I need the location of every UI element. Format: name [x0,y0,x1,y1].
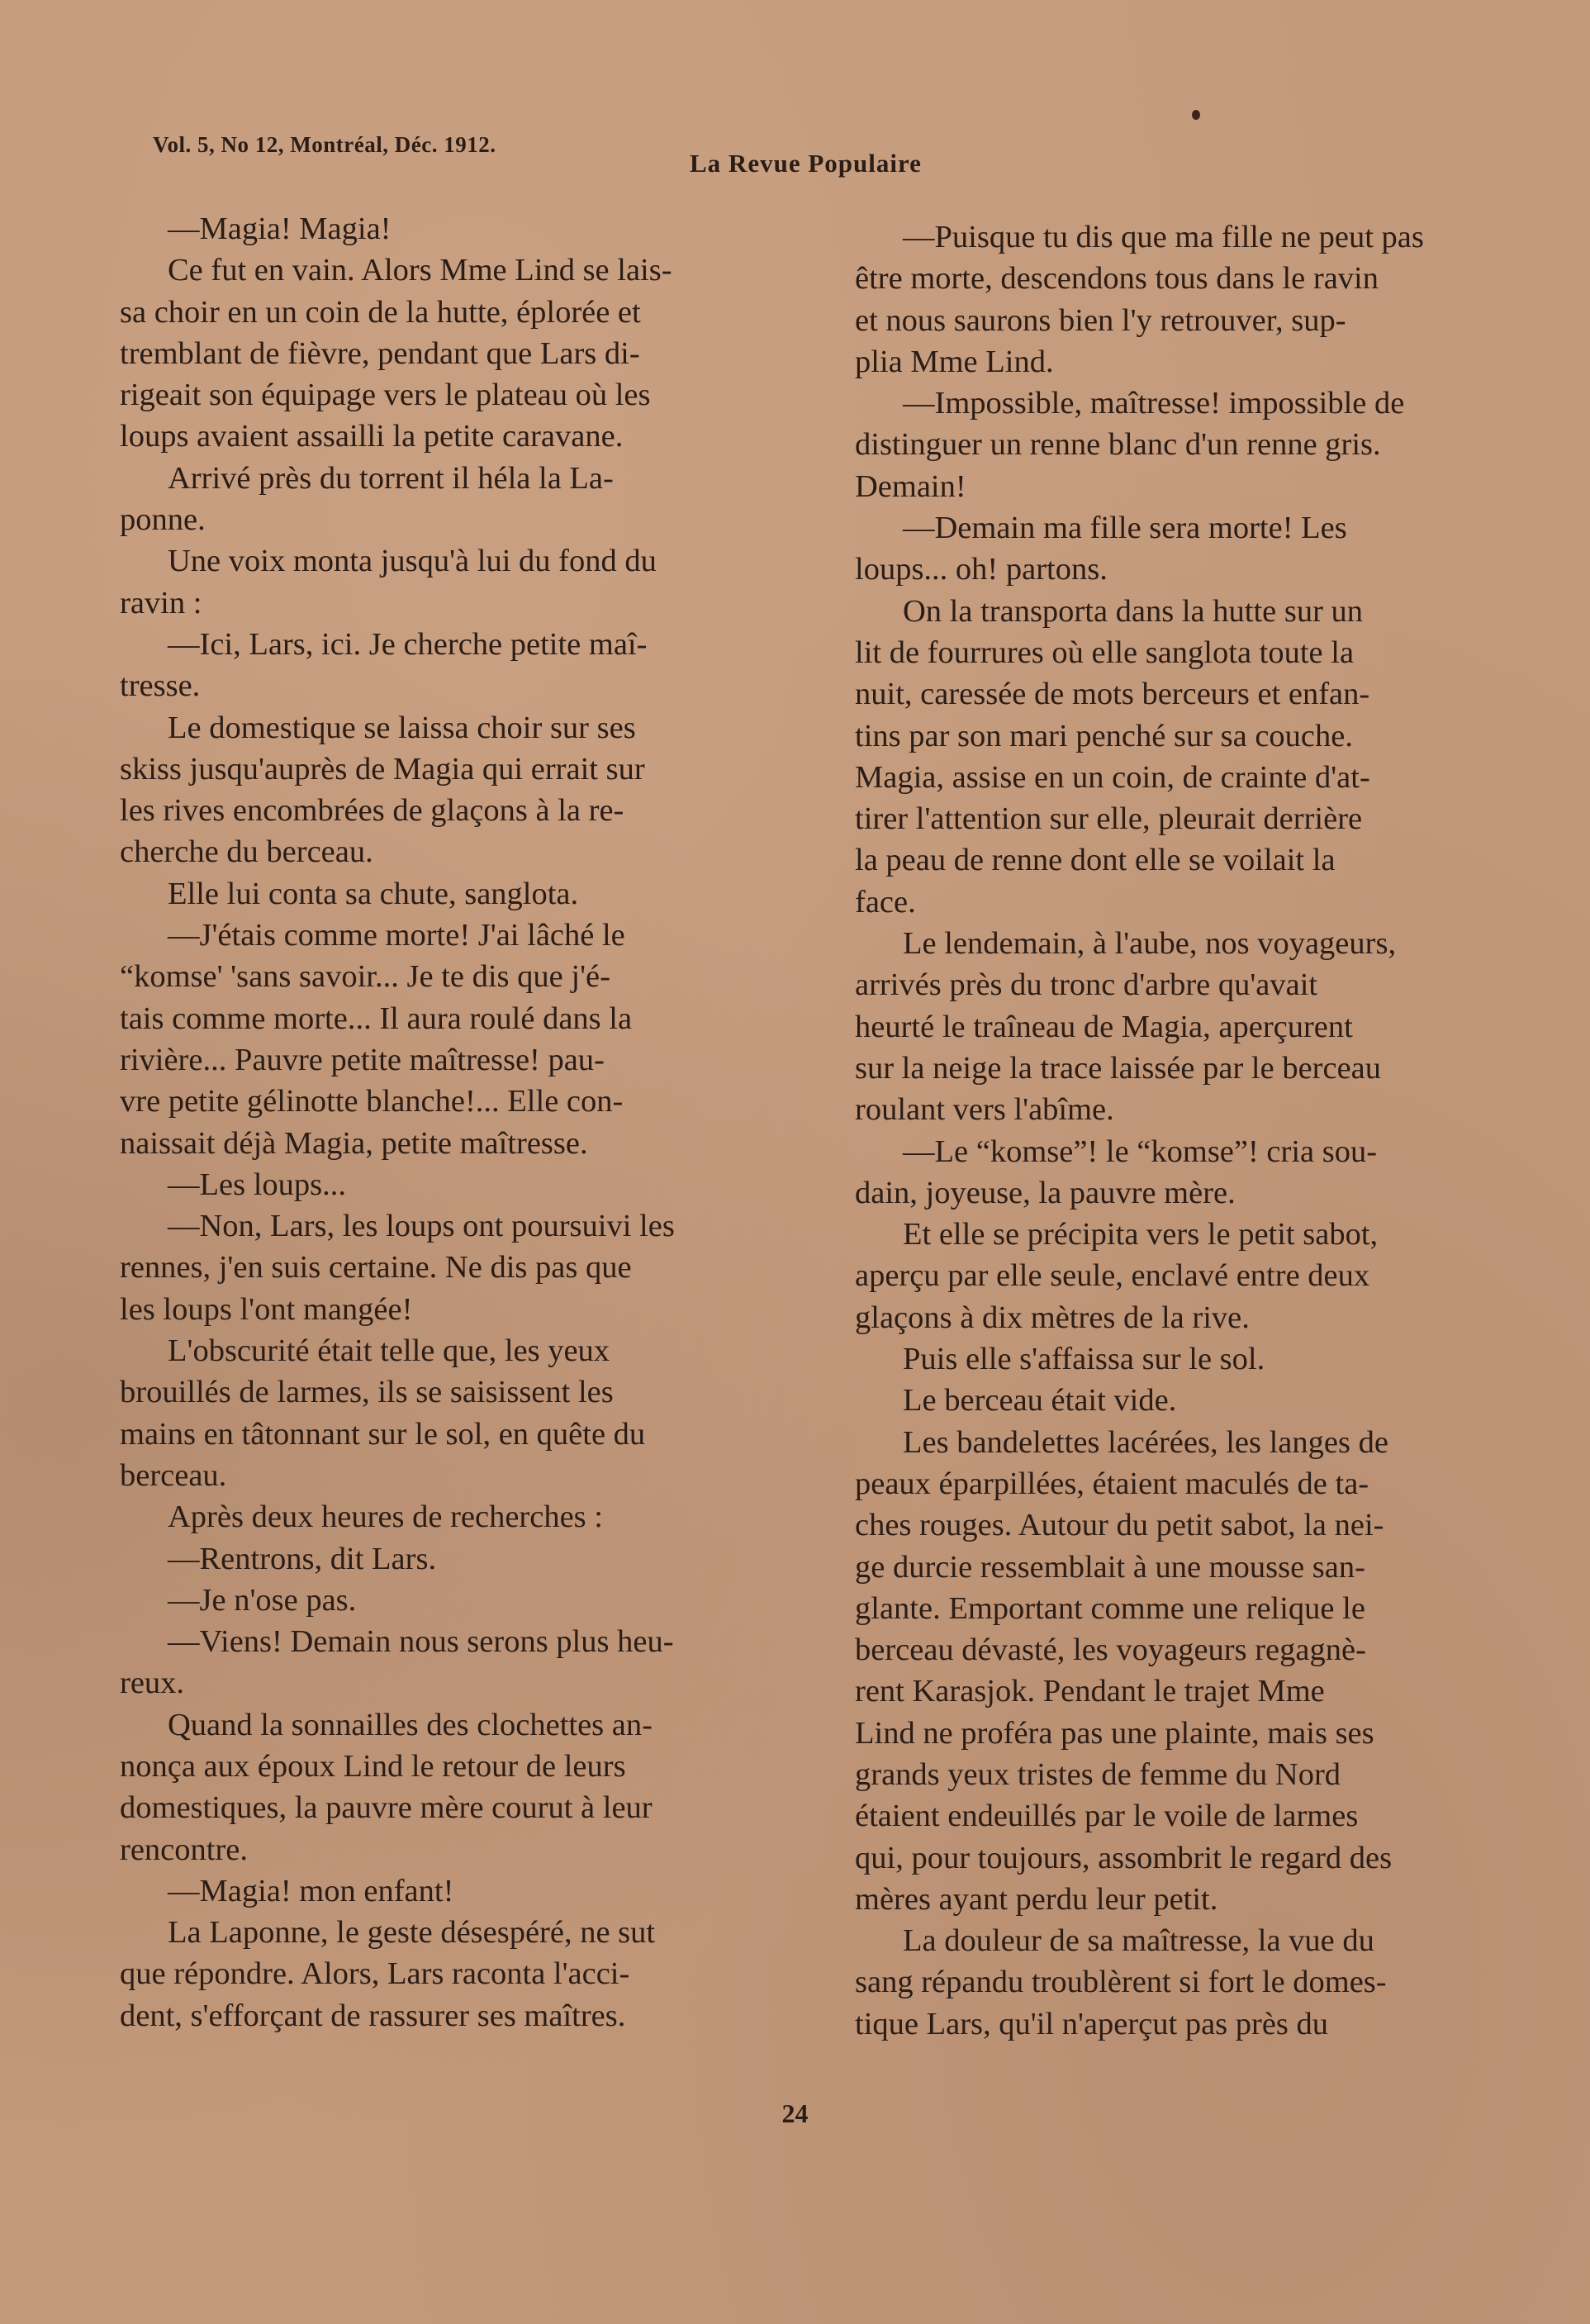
text-line: dain, joyeuse, la pauvre mère. [855,1175,1236,1210]
paragraph [855,216,1557,383]
text-line: cherche du berceau. [120,834,373,870]
text-line: tirer l'attention sur elle, pleurait derrière [855,801,1363,837]
text-line: loups... oh! partons. [855,552,1108,587]
text-line: sur la neige la trace laissée par le berceau [855,1050,1382,1086]
paragraph [120,707,822,873]
text-line: les loups l'ont mangée! [120,1291,413,1327]
text-line: sa choir en un coin de la hutte, éplorée et [120,294,641,330]
text-line: La Laponne, le geste désespéré, ne sut [168,1915,656,1951]
text-line: Une voix monta jusqu'à lui du fond du [168,544,657,579]
text-line: —Rentrons, dit Lars. [168,1541,437,1576]
text-line: ravin : [120,585,202,620]
paragraph [120,1330,822,1496]
text-line: heurté le traîneau de Magia, aperçurent [855,1009,1353,1044]
text-line: Magia, assise en un coin, de crainte d'at- [855,759,1370,795]
text-line: tremblant de fièvre, pendant que Lars di- [120,335,640,371]
paragraph [855,923,1557,1130]
text-line: étaient endeuillés par le voile de larmes [855,1799,1359,1834]
text-line: grands yeux tristes de femme du Nord [855,1756,1341,1792]
text-line: dent, s'efforçant de rassurer ses maîtres. [120,1998,626,2033]
text-line: tique Lars, qu'il n'aperçut pas près du [855,2006,1329,2041]
text-line: tins par son mari penché sur sa couche. [855,718,1353,753]
text-line: Puis elle s'affaissa sur le sol. [903,1342,1265,1377]
paragraph [120,1580,822,1621]
paper-speck [1192,110,1200,120]
text-line: Quand la sonnailles des clochettes an- [168,1707,653,1742]
text-line: vre petite gélinotte blanche!... Elle con- [120,1084,624,1119]
page-number: 24 [781,2098,809,2128]
text-line: arrivés près du tronc d'arbre qu'avait [855,967,1318,1003]
text-line: —Magia! Magia! [168,211,392,246]
paragraph [120,915,822,1164]
paragraph [120,873,822,915]
text-line: —Magia! mon enfant! [168,1873,454,1908]
text-line: mains en tâtonnant sur le sol, en quête du [120,1416,646,1452]
text-line: glaçons à dix mètres de la rive. [855,1300,1250,1335]
text-line: distinguer un renne blanc d'un renne gris. [855,427,1381,463]
text-line: —Non, Lars, les loups ont poursuivi les [168,1209,675,1244]
paragraph [855,507,1557,591]
text-line: “komse' 'sans savoir... Je te dis que j'é- [120,959,610,995]
text-line: qui, pour toujours, assombrit le regard des [855,1840,1393,1875]
text-line: les rives encombrées de glaçons à la re- [120,793,624,829]
text-line: mères ayant perdu leur petit. [855,1881,1218,1917]
text-line: Arrivé près du torrent il héla la La- [168,460,614,496]
text-line: que répondre. Alors, Lars raconta l'acci- [120,1956,630,1992]
text-line: naissait déjà Magia, petite maîtresse. [120,1125,588,1161]
paragraph [855,1380,1557,1421]
paragraph [855,383,1557,507]
text-line: Demain! [855,468,966,504]
text-line: ge durcie ressemblait à une mousse san- [855,1549,1365,1585]
text-line: aperçu par elle seule, enclavé entre deux [855,1258,1370,1294]
paragraph [120,1912,822,2036]
text-line: —Impossible, maîtresse! impossible de [903,386,1405,421]
paragraph [120,1496,822,1537]
text-line: ponne. [120,502,206,538]
text-line: la peau de renne dont elle se voilait la [855,843,1336,878]
text-line: domestiques, la pauvre mère courut à leur [120,1790,653,1826]
text-line: Lind ne proféra pas une plainte, mais ses [855,1715,1374,1751]
text-line: glante. Emportant comme une relique le [855,1590,1365,1626]
text-line: Le lendemain, à l'aube, nos voyageurs, [903,926,1397,962]
text-line: roulant vers l'abîme. [855,1092,1114,1128]
text-line: et nous saurons bien l'y retrouver, sup- [855,302,1346,338]
text-line: rent Karasjok. Pendant le trajet Mme [855,1674,1325,1709]
text-line: On la transporta dans la hutte sur un [903,593,1364,629]
paragraph [855,1131,1557,1214]
text-line: Ce fut en vain. Alors Mme Lind se lais- [168,253,672,288]
right-column [855,216,1557,2045]
paragraph [120,1870,822,1912]
paragraph [120,1164,822,1205]
text-line: loups avaient assailli la petite caravane. [120,419,624,454]
paragraph [120,250,822,457]
text-line: berceau. [120,1457,227,1493]
text-line: sang répandu troublèrent si fort le domes- [855,1965,1387,2000]
paragraph [855,1422,1557,1921]
paragraph [855,1214,1557,1338]
paragraph [855,591,1557,923]
text-line: Les bandelettes lacérées, les langes de [903,1424,1388,1460]
issue-info: Vol. 5, No 12, Montréal, Déc. 1912. [153,132,496,157]
text-line: —Puisque tu dis que ma fille ne peut pas [903,220,1424,254]
text-line: face. [855,884,916,920]
publication-title: La Revue Populaire [690,149,922,178]
text-line: nonça aux époux Lind le retour de leurs [120,1748,626,1784]
text-line: rigeait son équipage vers le plateau où les [120,378,651,413]
text-line: —Viens! Demain nous serons plus heu- [168,1624,674,1660]
text-line: Le berceau était vide. [903,1383,1177,1419]
paragraph [120,208,822,250]
text-line: être morte, descendons tous dans le ravin [855,261,1379,297]
text-line: plia Mme Lind. [855,344,1054,379]
paragraph [120,540,822,624]
text-line: rennes, j'en suis certaine. Ne dis pas que [120,1250,632,1286]
text-line: brouillés de larmes, ils se saisissent les [120,1375,614,1410]
text-line: Elle lui conta sa chute, sanglota. [168,876,579,911]
paragraph [120,1621,822,1704]
text-line: La douleur de sa maîtresse, la vue du [903,1923,1374,1959]
text-line: tais comme morte... Il aura roulé dans la [120,1000,633,1036]
paragraph [120,624,822,707]
text-line: lit de fourrures où elle sanglota toute la [855,634,1355,670]
paragraph [855,1338,1557,1380]
text-line: Le domestique se laissa choir sur ses [168,710,636,745]
text-line: peaux éparpillées, étaient maculés de ta- [855,1466,1369,1501]
text-line: berceau dévasté, les voyageurs regagnè- [855,1633,1366,1668]
text-line: L'obscurité était telle que, les yeux [168,1333,610,1369]
text-line: —Ici, Lars, ici. Je cherche petite maî- [168,626,648,662]
text-line: —Demain ma fille sera morte! Les [903,511,1347,546]
text-line: Et elle se précipita vers le petit sabot, [903,1217,1379,1252]
paragraph [120,458,822,541]
paragraph [120,1205,822,1330]
text-line: —Les loups... [168,1167,347,1202]
paragraph [120,1704,822,1870]
text-line: ches rouges. Autour du petit sabot, la nei- [855,1508,1384,1543]
paragraph [120,1538,822,1580]
text-line: —J'étais comme morte! J'ai lâché le [168,918,625,953]
paragraph [855,1920,1557,2045]
text-line: rivière... Pauvre petite maîtresse! pau- [120,1042,605,1077]
text-line: Après deux heures de recherches : [168,1499,603,1535]
text-line: skiss jusqu'auprès de Magia qui errait sur [120,751,645,787]
text-line: tresse. [120,668,201,704]
text-line: nuit, caressée de mots berceurs et enfan- [855,677,1370,712]
text-line: —Le “komse”! le “komse”! cria sou- [903,1133,1378,1169]
left-column [120,208,822,2036]
text-line: —Je n'ose pas. [168,1582,357,1618]
text-line: reux. [120,1666,185,1701]
text-line: rencontre. [120,1832,248,1867]
